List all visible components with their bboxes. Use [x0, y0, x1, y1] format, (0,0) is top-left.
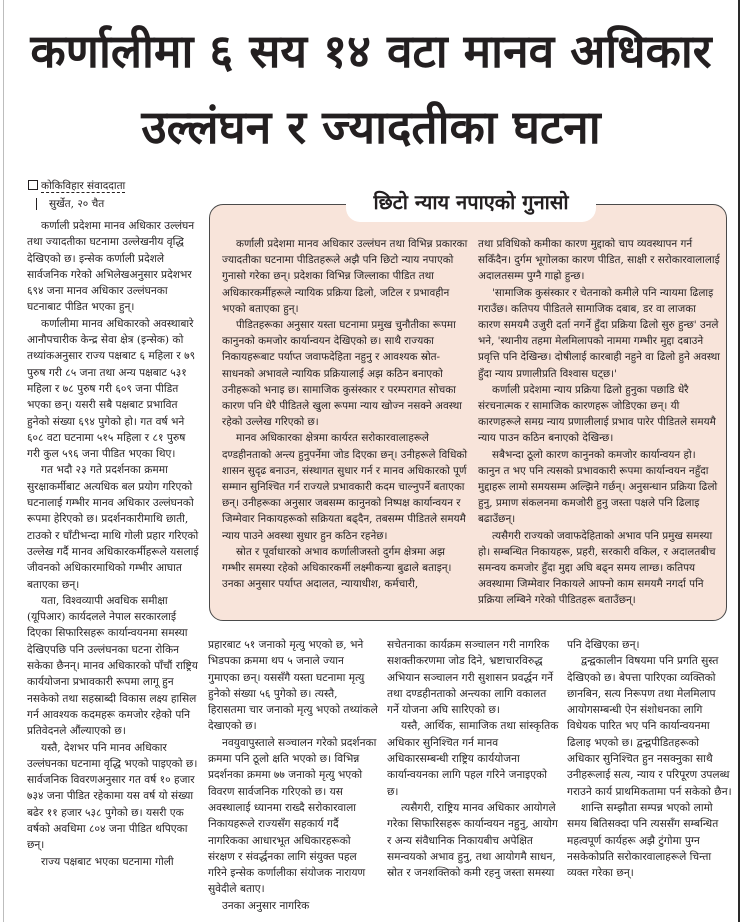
article-column-2: [208, 637, 378, 914]
byline-dateline: सुर्खेत, २० चैत: [36, 198, 104, 210]
byline: [28, 178, 200, 212]
paragraph: शान्ति सम्झौता सम्पन्न भएको लामो समय बितिसक्दा पनि त्यससँग सम्बन्धित महत्वपूर्ण कार्यहरू अझै टुंगोमा पुग्न नसकेकोप्रति सरोकारवालाहरूले चिन्ता व्यक्त गरेका छन्।: [567, 801, 719, 880]
paragraph: यस्तै, आर्थिक, सामाजिक तथा सांस्कृतिक अधिकार सुनिश्चित गर्न मानव अधिकारसम्बन्धी राष्ट्रिय कार्ययोजना कार्यान्वयनका लागि पहल गरिने जनाइएको छ।: [387, 720, 559, 798]
sidebox-column-right: [478, 236, 720, 609]
sidebox-column-left: [222, 236, 468, 592]
paragraph: उनका अनुसार नागरिक: [222, 899, 310, 912]
paragraph: द्वन्द्वकालीन विषयमा पनि प्रगति सुस्त देखिएको छ। बेपत्ता पारिएका व्यक्तिको छानबिन, सत्य निरूपण तथा मेलमिलाप आयोगसम्बन्धी ऐन संशोधनका लागि विधेयक पारित भए पनि कार्यान्वयनमा ढिलाइ भएको छ। द्वन्द्वपीडितहरूको अधिकार सुनिश्चित हुन नसक्नुका साथै उनीहरूलाई सत्य, न्याय र परिपूरण उपलब्ध गराउने कार्य प्राथमिकतामा पर्न सकेको छैन।: [567, 655, 732, 798]
paragraph: स्रोत र पूर्वाधारको अभाव कर्णालीजस्तो दुर्गम क्षेत्रमा अझ गम्भीर समस्या रहेको अधिकारकर्मी लक्ष्मीकन्या बुढाले बताइन्। उनका अनुसार पर्याप्त अदालत, न्यायाधीश, कर्मचारी,: [222, 545, 452, 591]
right-column-rule: [738, 0, 740, 922]
paragraph: मानव अधिकारका क्षेत्रमा कार्यरत सरोकारवालाहरूले दण्डहीनताको अन्त्य हुनुपर्नेमा जोड दिएका छन्। उनीहरूले विधिको शासन सुदृढ बनाउन, संस्थागत सुधार गर्न र मानव अधिकारको पूर्ण सम्मान सुनिश्चित गर्न राज्यले प्रभावकारी कदम चाल्नुपर्ने बताएका छन्। उनीहरूका अनुसार जबसम्म कानुनको निष्पक्ष कार्यान्वयन र जिम्मेवार निकायहरूको सक्रियता बढ्दैन, तबसम्म पीडितले समयमै न्याय पाउने अवस्था सुधार हुन कठिन रहनेछ।: [222, 432, 468, 542]
article-column-4: [567, 637, 733, 881]
paragraph: यता, विश्वव्यापी अवधिक समीक्षा (यूपिआर) कार्यदलले नेपाल सरकारलाई दिएका सिफारिसहरू कार्यान्वयनमा समस्या देखिएपछि पनि उल्लंघनका घटना रोकिन सकेका छैनन्। मानव अधिकारको पाँचौं राष्ट्रिय कार्ययोजना प्रभावकारी रूपमा लागू हुन नसकेको तथा सहस्राब्दी विकास लक्ष्य हासिल गर्न आवश्यक कदमहरू कमजोर रहेको पनि प्रतिवेदनले औंल्याएको छ।: [27, 594, 198, 738]
paragraph: गत भदौ २३ गते प्रदर्शनका क्रममा सुरक्षाकर्मीबाट अत्यधिक बल प्रयोग गरिएको घटनालाई गम्भीर मानव अधिकार उल्लंघनको रूपमा हेरिएको छ। प्रदर्शनकारीमाथि छाती, टाउको र घाँटीभन्दा माथि गोली प्रहार गरिएको उल्लेख गर्दै मानव अधिकारकर्मीहरूले यसलाई जीवनको अधिकारमाथिको गम्भीर आघात बताएका छन्।: [27, 464, 199, 591]
paragraph: 'सामाजिक कुसंस्कार र चेतनाको कमीले पनि न्यायमा ढिलाइ गराउँछ। कतिपय पीडितले सामाजिक दबाब, डर वा लाजका कारण समयमै उजुरी दर्ता नगर्ने हुँदा प्रक्रिया ढिलो सुरु हुन्छ' उनले भने, 'स्थानीय तहमा मेलमिलापको नाममा गम्भीर मुद्दा दबाउने प्रवृत्ति पनि देखिन्छ। दोषीलाई कारबाही नहुने वा ढिलो हुने अवस्था हुँदा न्याय प्रणालीप्रति विश्वास घट्छ।': [478, 286, 721, 380]
paragraph: पीडितहरूका अनुसार यस्ता घटनामा प्रमुख चुनौतीका रूपमा कानुनको कमजोर कार्यान्वयन देखिएको छ। साथै राज्यका निकायहरूबाट पर्याप्त जवाफदेहिता नहुनु र आवश्यक स्रोत-साधनको अभावले न्यायिक प्रक्रियालाई अझ कठिन बनाएको उनीहरूको भनाइ छ। सामाजिक कुसंस्कार र परम्परागत सोचका कारण पनि धेरै पीडितले खुला रूपमा न्याय खोज्न नसक्ने अवस्था रहेको उल्लेख गरिएको छ।: [222, 319, 462, 429]
paragraph: प्रहारबाट ५१ जनाको मृत्यु भएको छ, भने भिडपका क्रममा थप ५ जनाले ज्यान गुमाएका छन्। यससँगै यस्ता घटनामा मृत्यु हुनेको संख्या ५६ पुगेको छ। त्यस्तै, हिरासतमा चार जनाको मृत्यु भएको तथ्यांकले देखाएको छ।: [208, 639, 378, 733]
paragraph: राज्य पक्षबाट भएका घटनामा गोली: [41, 855, 174, 868]
paragraph: कर्णाली प्रदेशमा मानव अधिकार उल्लंघन तथा ज्यादतीका घटनामा उल्लेखनीय वृद्धि देखिएको छ। इन्सेक कर्णाली प्रदेशले सार्वजनिक गरेको अभिलेखअनुसार प्रदेशभर ६९४ जना मानव अधिकार उल्लंघनका घटनाबाट पीडित भएका हुन्।: [27, 220, 195, 314]
paragraph: त्यसैगरी राज्यको जवाफदेहिताको अभाव पनि प्रमुख समस्या हो। सम्बन्धित निकायहरू, प्रहरी, सरकारी वकिल, र अदालतबीच समन्वय कमजोर हुँदा मुद्दा अघि बढ्न समय लाग्छ। कतिपय अवस्थामा जिम्मेवार निकायले आफ्नो काम समयमै नगर्दा पनि प्रक्रिया लम्बिने गरेको पीडितहरू बताउँछन्।: [478, 529, 716, 607]
byline-reporter: कोकिविहार संवाददाता: [41, 180, 126, 192]
paragraph: सबैभन्दा ठूलो कारण कानुनको कमजोर कार्यान्वयन हो। कानुन त भए पनि त्यसको प्रभावकारी रूपमा कार्यान्वयन नहुँदा मुद्दाहरू लामो समयसम्म अल्झिने गर्छन्। अनुसन्धान प्रक्रिया ढिलो हुनु, प्रमाण संकलनमा कमजोरी हुनु जस्ता पक्षले पनि ढिलाइ बढाउँछन्।: [478, 448, 718, 526]
sidebox-title: छिटो न्याय नपाएको गुनासो: [373, 190, 569, 214]
paragraph: सचेतनाका कार्यक्रम सञ्चालन गरी नागरिक सशक्तीकरणमा जोड दिने, भ्रष्टाचारविरुद्ध अभियान सञ्चालन गरी सुशासन प्रवर्द्धन गर्ने तथा दण्डहीनताको अन्त्यका लागि वकालत गर्ने योजना अघि सारिएको छ।: [387, 639, 554, 717]
article-column-3: [387, 637, 559, 881]
byline-square-icon: [28, 180, 38, 190]
paragraph: नवयुवापुस्ताले सञ्चालन गरेको प्रदर्शनका क्रममा पनि ठूलो क्षति भएको छ। विभिन्न प्रदर्शनका क्रममा ७७ जनाको मृत्यु भएको विवरण सार्वजनिक गरिएको छ। यस अवस्थालाई ध्यानमा राख्दै सरोकारवाला निकायहरूले राज्यसँग सहकार्य गर्दै नागरिकका आधारभूत अधिकारहरूको संरक्षण र संवर्द्धनका लागि संयुक्त पहल गरिने इन्सेक कर्णालीका संयोजक नारायण सुवेदीले बताए।: [208, 736, 377, 896]
paragraph: तथा प्रविधिको कमीका कारण मुद्दाको चाप व्यवस्थापन गर्न सकिँदैन। दुर्गम भूगोलका कारण पीडित, साक्षी र सरोकारवालालाई अदालतसम्म पुग्नै गाह्रो हुन्छ।: [478, 238, 720, 283]
headline-line-1: कर्णालीमा ६ सय १४ वटा मानव अधिकार: [30, 24, 712, 78]
paragraph: त्यसैगरी, राष्ट्रिय मानव अधिकार आयोगले गरेका सिफारिसहरू कार्यान्वयन नहुनु, आयोग र अन्य संवैधानिक निकायबीच अपेक्षित समन्वयको अभाव हुनु, तथा आयोगमै साधन, स्रोत र जनशक्तिको कमी रहनु जस्ता समस्या: [387, 801, 558, 880]
headline-line-2: उल्लंघन र ज्यादतीका घटना: [141, 100, 601, 154]
article-column-1: [27, 218, 199, 870]
paragraph: यस्तै, देशभर पनि मानव अधिकार उल्लंघनका घटनामा वृद्धि भएको पाइएको छ। सार्वजनिक विवरणअनुसार गत वर्ष १० हजार ७३४ जना पीडित रहेकामा यस वर्ष यो संख्या बढेर ११ हजार ५३८ पुगेको छ। यसरी एक वर्षको अवधिमा ८०४ जना पीडित थपिएका छन्।: [27, 741, 198, 852]
paragraph: कर्णाली प्रदेशमा मानव अधिकार उल्लंघन तथा विभिन्न प्रकारका ज्यादतीका घटनामा पीडितहरूले अझै पनि छिटो न्याय नपाएको गुनासो गरेका छन्। प्रदेशका विभिन्न जिल्लाका पीडित तथा अधिकारकर्मीहरूले न्यायिक प्रक्रिया ढिलो, जटिल र प्रभावहीन भएको बताएका हुन्।: [222, 238, 468, 315]
paragraph: कर्णाली प्रदेशमा न्याय प्रक्रिया ढिलो हुनुका पछाडि धेरै संरचनात्मक र सामाजिक कारणहरू जोडिएका छन्। यी कारणहरूले समग्र न्याय प्रणालीलाई प्रभाव पारेर पीडितले समयमै न्याय पाउन कठिन बनाएको देखिन्छ।: [478, 383, 716, 445]
paragraph: कर्णालीमा मानव अधिकारको अवस्थाबारे आनौपचारीक केन्द्र सेवा क्षेत्र (इन्सेक) को तथ्यांकअनुसार राज्य पक्षबाट ६ महिला र ७९ पुरुष गरी ८५ जना तथा अन्य पक्षबाट ५३१ महिला र ७८ पुरुष गरी ६०९ जना पीडित भएका छन्। यसरी सबै पक्षबाट प्रभावित हुनेको संख्या ६९४ पुगेको हो। गत वर्ष भने ६०८ वटा घटनामा ५१५ महिला र ८१ पुरुष गरी कुल ५९६ जना पीडित भएका थिए।: [27, 317, 196, 461]
paragraph: पनि देखिएका छन्।: [567, 639, 640, 651]
left-margin-rule: [3, 0, 4, 922]
